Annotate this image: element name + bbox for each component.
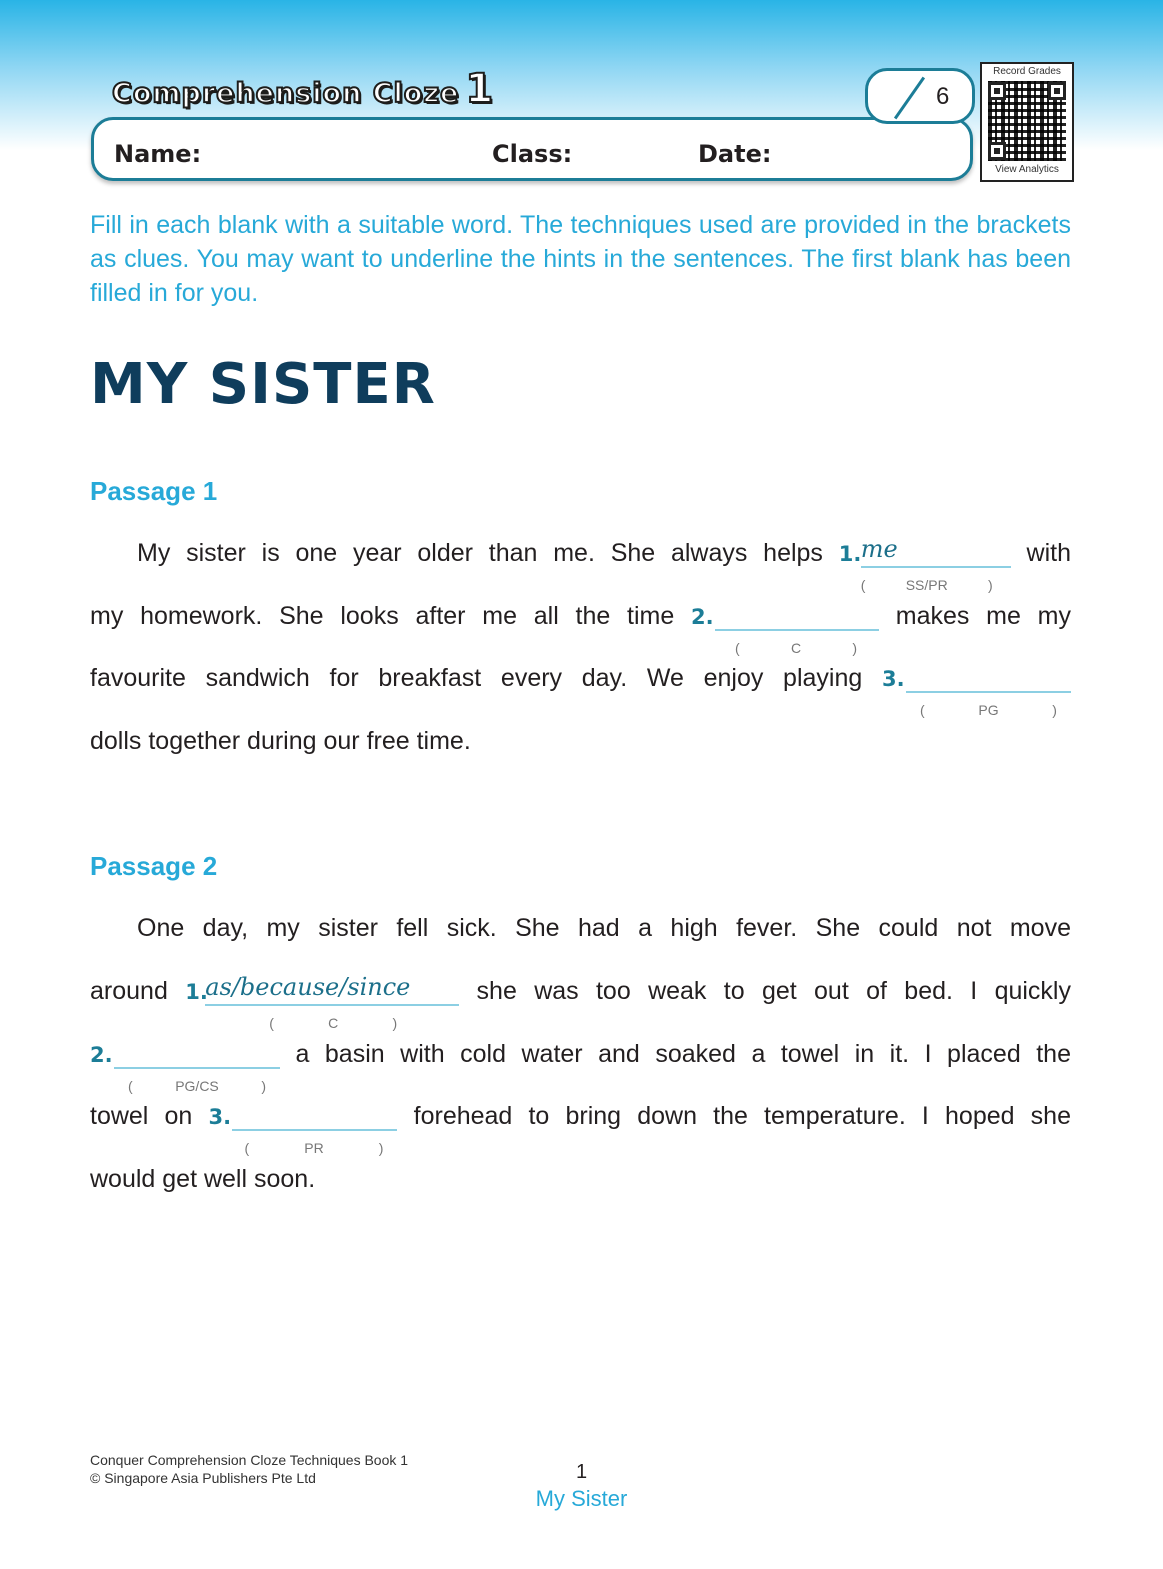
blank-p1-2[interactable]: 2. ( C ) [691,599,879,627]
qr-finder [988,82,1006,100]
qr-bottom-label: View Analytics [995,164,1059,175]
name-label: Name: [114,140,202,168]
passage-2-line: around 1. as/because/since ( C ) she was too weak to get out of bed. I quickly [90,974,1071,1008]
clue: ( PG ) [919,702,1057,718]
blank-p1-3[interactable]: 3. ( PG ) [882,661,1071,689]
passage-1-line: my homework. She looks after me all the time 2. ( C ) makes me my [90,599,1071,633]
copyright: © Singapore Asia Publishers Pte Ltd [90,1470,316,1486]
clue: ( PR ) [244,1140,384,1156]
passage-2-line: One day, my sister fell sick. She had a high fever. She could not move [137,914,1071,942]
answer-text: me [860,535,898,563]
qr-finder [988,142,1006,160]
blank-p2-3[interactable]: 3. ( PR ) [208,1099,397,1127]
page-name: My Sister [535,1486,628,1511]
qr-finder [1048,82,1066,100]
clue: ( C ) [735,640,858,656]
score-slash [894,77,925,120]
passage-2-line: towel on 3. ( PR ) forehead to bring down the temperature. I hoped she [90,1099,1071,1133]
score-total: 6 [936,83,950,110]
clue: ( SS/PR ) [860,577,993,593]
class-label: Class: [492,140,573,168]
qr-top-label: Record Grades [993,66,1061,77]
qr-code[interactable] [980,62,1074,182]
blank-p1-1[interactable]: 1. me ( SS/PR ) [839,536,1011,564]
score-box [865,68,975,124]
passage-title: MY SISTER [90,352,436,417]
instructions: Fill in each blank with a suitable word. The techniques used are provided in the brackets as clues. You may want to underline the hints in the sentences. The first blank has been filled in for you. [90,211,1071,307]
book-title: Conquer Comprehension Cloze Techniques Book 1 [90,1452,409,1468]
passage-2-line: 2. ( PG/CS ) a basin with cold water and soaked a towel in it. I placed the [90,1037,1071,1071]
passage-1-line: favourite sandwich for breakfast every day. We enjoy playing 3. ( PG ) [90,661,1071,695]
blank-p2-2[interactable]: 2. ( PG/CS ) [90,1037,280,1065]
passage-1-line: dolls together during our free time. [90,727,471,755]
student-info-box [91,117,973,181]
blank-p2-1[interactable]: 1. as/because/since ( C ) [185,974,459,1002]
page-number: 1 [575,1461,588,1483]
passage-1-line: My sister is one year older than me. She always helps 1. me ( SS/PR ) with [90,536,1071,570]
passage-2-heading: Passage 2 [90,851,218,881]
worksheet-title: Comprehension Cloze 1 [112,66,495,112]
clue: ( C ) [269,1015,398,1031]
passage-2-line: would get well soon. [90,1165,316,1193]
clue: ( PG/CS ) [128,1078,266,1094]
answer-text: as/because/since [205,973,411,1001]
date-label: Date: [698,140,772,168]
passage-1-heading: Passage 1 [90,476,218,506]
